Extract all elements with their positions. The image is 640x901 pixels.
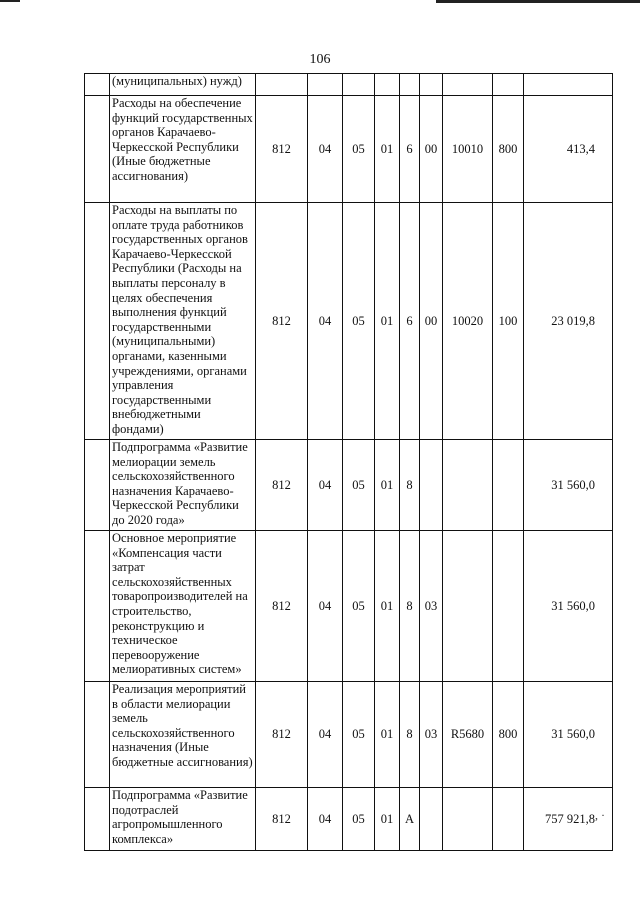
cell-amount: 757 921,8 — [524, 788, 613, 851]
cell-admin: 812 — [256, 788, 308, 851]
table-row — [85, 788, 613, 851]
cell-type — [493, 74, 524, 96]
cell-num — [85, 74, 110, 96]
table-row — [85, 203, 613, 440]
scan-edge-mark-right — [436, 0, 640, 3]
cell-direction — [443, 788, 493, 851]
cell-direction: 10010 — [443, 96, 493, 203]
cell-section: 04 — [308, 531, 343, 682]
cell-desc: Расходы на обеспечение функций государственных органов Карачаево-Черкесской Республики (Иные бюджетные ассигнования) — [110, 96, 256, 203]
cell-sub: 8 — [400, 440, 420, 531]
cell-type: 800 — [493, 682, 524, 788]
table-row — [85, 440, 613, 531]
cell-desc: Основное мероприятие «Компенсация части затрат сельскохозяйственных товаропроизводителей на строительство, реконструкцию и техническое перевооружение мелиоративных систем» — [110, 531, 256, 682]
cell-amount: 23 019,8 — [524, 203, 613, 440]
cell-num — [85, 203, 110, 440]
cell-amount: 31 560,0 — [524, 682, 613, 788]
cell-prog — [375, 74, 400, 96]
cell-amount — [524, 74, 613, 96]
cell-direction: R5680 — [443, 682, 493, 788]
table-row — [85, 531, 613, 682]
cell-section: 04 — [308, 440, 343, 531]
cell-prog: 01 — [375, 682, 400, 788]
cell-sub: 8 — [400, 531, 420, 682]
table-row — [85, 96, 613, 203]
cell-amount: 31 560,0 — [524, 440, 613, 531]
cell-section: 04 — [308, 203, 343, 440]
cell-num — [85, 96, 110, 203]
cell-subsection: 05 — [343, 682, 375, 788]
cell-amount: 31 560,0 — [524, 531, 613, 682]
cell-num — [85, 682, 110, 788]
cell-type — [493, 531, 524, 682]
cell-subsection — [343, 74, 375, 96]
cell-desc: Подпрограмма «Развитие подотраслей агропромышленного комплекса» — [110, 788, 256, 851]
cell-admin — [256, 74, 308, 96]
cell-num — [85, 531, 110, 682]
cell-prog: 01 — [375, 203, 400, 440]
cell-desc: Расходы на выплаты по оплате труда работников государственных органов Карачаево-Черкесской Республики (Расходы на выплаты персоналу в целях обеспечения выполнения функций государственными (муниципальными) органами, казенными учреждениями, органами управления государственными внебюджетными фондами) — [110, 203, 256, 440]
cell-num — [85, 788, 110, 851]
cell-subsection: 05 — [343, 531, 375, 682]
cell-event — [420, 440, 443, 531]
cell-admin: 812 — [256, 531, 308, 682]
cell-desc: Реализация мероприятий в области мелиорации земель сельскохозяйственного назначения (Иные бюджетные ассигнования) — [110, 682, 256, 788]
cell-direction — [443, 440, 493, 531]
cell-prog: 01 — [375, 440, 400, 531]
cell-subsection: 05 — [343, 788, 375, 851]
cell-prog: 01 — [375, 788, 400, 851]
cell-admin: 812 — [256, 682, 308, 788]
cell-section: 04 — [308, 788, 343, 851]
cell-sub: 8 — [400, 682, 420, 788]
cell-event: 00 — [420, 96, 443, 203]
cell-direction: 10020 — [443, 203, 493, 440]
cell-sub: А — [400, 788, 420, 851]
cell-section: 04 — [308, 96, 343, 203]
cell-event: 03 — [420, 531, 443, 682]
cell-desc: (муниципальных) нужд) — [110, 74, 256, 96]
cell-sub — [400, 74, 420, 96]
scan-edge-mark-left — [0, 0, 20, 2]
cell-admin: 812 — [256, 96, 308, 203]
cell-subsection: 05 — [343, 96, 375, 203]
cell-section — [308, 74, 343, 96]
cell-amount: 413,4 — [524, 96, 613, 203]
cell-event: 00 — [420, 203, 443, 440]
cell-num — [85, 440, 110, 531]
cell-prog: 01 — [375, 531, 400, 682]
table-row — [85, 74, 613, 96]
cell-direction — [443, 74, 493, 96]
page-number: 106 — [309, 52, 331, 67]
cell-event — [420, 74, 443, 96]
cell-desc: Подпрограмма «Развитие мелиорации земель сельскохозяйственного назначения Карачаево-Черкесской Республики до 2020 года» — [110, 440, 256, 531]
budget-table — [84, 73, 613, 851]
cell-direction — [443, 531, 493, 682]
cell-subsection: 05 — [343, 440, 375, 531]
cell-type — [493, 788, 524, 851]
table-row — [85, 682, 613, 788]
cell-prog: 01 — [375, 96, 400, 203]
cell-event: 03 — [420, 682, 443, 788]
cell-sub: 6 — [400, 203, 420, 440]
cell-admin: 812 — [256, 440, 308, 531]
cell-type: 100 — [493, 203, 524, 440]
cell-admin: 812 — [256, 203, 308, 440]
cell-sub: 6 — [400, 96, 420, 203]
cell-type — [493, 440, 524, 531]
cell-section: 04 — [308, 682, 343, 788]
cell-event — [420, 788, 443, 851]
stray-pen-marks: , · — [595, 808, 605, 822]
cell-subsection: 05 — [343, 203, 375, 440]
cell-type: 800 — [493, 96, 524, 203]
